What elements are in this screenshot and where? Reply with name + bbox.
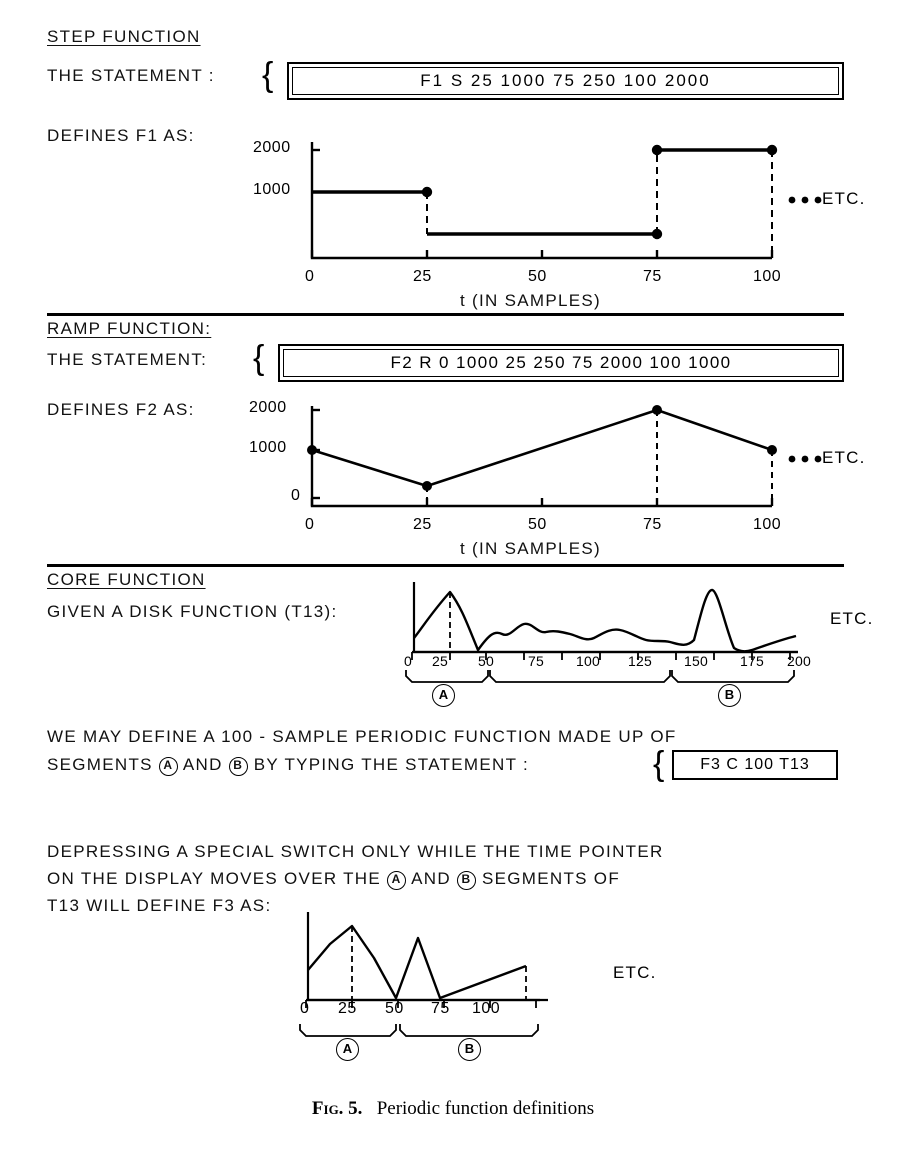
ramp-xtick-100: 100 xyxy=(753,516,782,533)
step-function-chart xyxy=(250,130,780,280)
core-paragraph-line2-pre: SEGMENTS xyxy=(47,755,159,774)
ramp-statement-text: F2 R 0 1000 25 250 75 2000 100 1000 xyxy=(390,353,732,372)
core-xtick-25: 25 xyxy=(432,653,448,669)
f3-segment-b-label: B xyxy=(458,1038,481,1061)
f3-segment-a-label: A xyxy=(336,1038,359,1061)
divider-1 xyxy=(47,313,844,316)
ramp-xtick-0: 0 xyxy=(305,516,315,533)
core-statement-box[interactable] xyxy=(672,750,838,780)
core-paragraph2-line1: DEPRESSING A SPECIAL SWITCH ONLY WHILE THE TIME POINTER xyxy=(47,842,664,861)
step-ytick-2000: 2000 xyxy=(253,139,291,156)
core-xtick-50: 50 xyxy=(478,653,494,669)
core-paragraph-line1: WE MAY DEFINE A 100 - SAMPLE PERIODIC FUNCTION MADE UP OF xyxy=(47,727,677,746)
periodic-function-axis xyxy=(290,998,570,1018)
step-statement-box[interactable] xyxy=(287,62,844,100)
step-statement-label: THE STATEMENT : xyxy=(47,66,215,85)
ramp-etc-dots xyxy=(786,449,826,465)
core-xtick-125: 125 xyxy=(628,653,652,669)
segment-b-inline-icon: B xyxy=(229,757,248,776)
ramp-etc-label: ETC. xyxy=(822,448,866,467)
ramp-xtick-75: 75 xyxy=(643,516,662,533)
step-xtick-50: 50 xyxy=(528,268,547,285)
core-xtick-150: 150 xyxy=(684,653,708,669)
disk-segment-a-label: A xyxy=(432,684,455,707)
step-statement-text: F1 S 25 1000 75 250 100 2000 xyxy=(420,71,711,90)
step-axis-title: t (IN SAMPLES) xyxy=(460,291,602,310)
core-given-label: GIVEN A DISK FUNCTION (T13): xyxy=(47,602,338,621)
step-section-title: STEP FUNCTION xyxy=(47,27,201,46)
disk-segment-b-label: B xyxy=(718,684,741,707)
ramp-axis-title: t (IN SAMPLES) xyxy=(460,539,602,558)
ramp-statement-box[interactable] xyxy=(278,344,844,382)
core-xtick-200: 200 xyxy=(787,653,811,669)
figure-caption-text: Periodic function definitions xyxy=(376,1098,595,1119)
disk-segment-braces xyxy=(398,668,818,688)
f3-xtick-25: 25 xyxy=(338,1000,357,1017)
core-paragraph2-line2-pre: ON THE DISPLAY MOVES OVER THE xyxy=(47,869,388,888)
core-paragraph2-line2-post: SEGMENTS OF xyxy=(475,869,621,888)
figure-caption-label: Fig. 5. xyxy=(311,1098,363,1119)
segment-a-inline-icon: A xyxy=(159,757,178,776)
ramp-section-title: RAMP FUNCTION: xyxy=(47,319,212,338)
disk-function-chart xyxy=(398,578,818,660)
f3-xtick-75: 75 xyxy=(431,1000,450,1017)
ramp-xtick-50: 50 xyxy=(528,516,547,533)
f3-xtick-100: 100 xyxy=(472,1000,501,1017)
disk-etc-label: ETC. xyxy=(830,609,874,628)
core-xtick-175: 175 xyxy=(740,653,764,669)
core-brace: { xyxy=(653,745,665,783)
periodic-segment-braces xyxy=(290,1022,570,1042)
ramp-brace: { xyxy=(253,339,265,377)
segment-b-inline-icon-2: B xyxy=(457,871,476,890)
divider-2 xyxy=(47,564,844,567)
step-xtick-75: 75 xyxy=(643,268,662,285)
step-xtick-25: 25 xyxy=(413,268,432,285)
core-statement-text: F3 C 100 T13 xyxy=(700,756,810,773)
step-etc-label: ETC. xyxy=(822,189,866,208)
step-brace: { xyxy=(262,56,274,94)
step-etc-dots xyxy=(786,190,826,206)
ramp-statement-label: THE STATEMENT: xyxy=(47,350,208,369)
step-defines-label: DEFINES F1 AS: xyxy=(47,126,195,145)
f3-etc-label: ETC. xyxy=(613,963,657,982)
core-paragraph-line2-mid: AND xyxy=(177,755,229,774)
core-xtick-100: 100 xyxy=(576,653,600,669)
ramp-xtick-25: 25 xyxy=(413,516,432,533)
figure-caption xyxy=(0,1098,906,1120)
ramp-ytick-0: 0 xyxy=(291,487,301,504)
f3-xtick-50: 50 xyxy=(385,1000,404,1017)
core-xtick-0: 0 xyxy=(404,653,412,669)
step-ytick-1000: 1000 xyxy=(253,181,291,198)
ramp-ytick-1000: 1000 xyxy=(249,439,287,456)
core-paragraph-line2-post: BY TYPING THE STATEMENT : xyxy=(247,755,530,774)
core-paragraph2-line3: T13 WILL DEFINE F3 AS: xyxy=(47,896,272,915)
ramp-defines-label: DEFINES F2 AS: xyxy=(47,400,195,419)
f3-xtick-0: 0 xyxy=(300,1000,310,1017)
segment-a-inline-icon-2: A xyxy=(387,871,406,890)
core-xtick-75: 75 xyxy=(528,653,544,669)
step-xtick-100: 100 xyxy=(753,268,782,285)
core-paragraph-line2 xyxy=(47,755,529,776)
periodic-function-chart xyxy=(290,908,570,1012)
core-section-title: CORE FUNCTION xyxy=(47,570,206,589)
step-xtick-0: 0 xyxy=(305,268,315,285)
core-paragraph2-line2 xyxy=(47,869,620,890)
ramp-ytick-2000: 2000 xyxy=(249,399,287,416)
core-paragraph2-line2-mid: AND xyxy=(406,869,457,888)
ramp-function-chart xyxy=(250,398,780,528)
